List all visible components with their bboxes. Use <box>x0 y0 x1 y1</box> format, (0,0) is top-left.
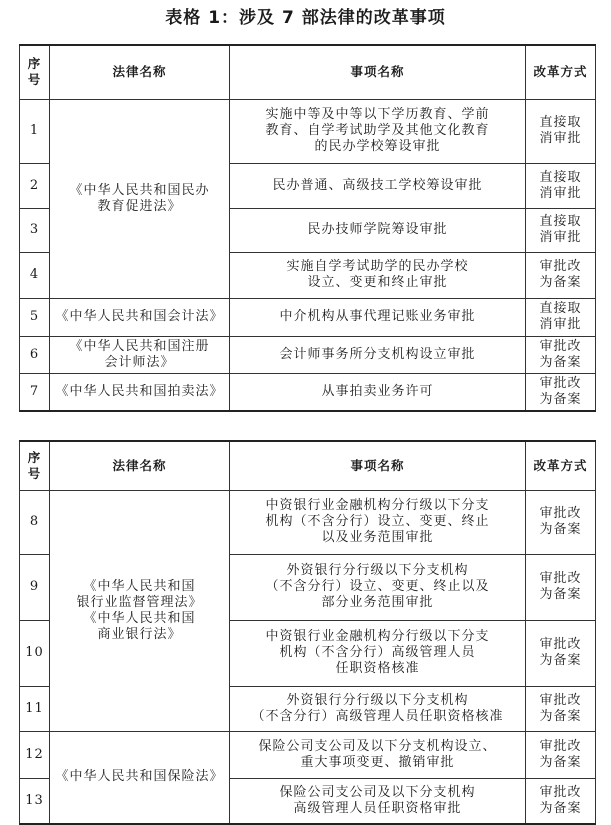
law-name: 《中华人民共和国注册 会计师法》 <box>50 336 230 373</box>
item-name: 保险公司支公司及以下分支机构设立、 重大事项变更、撤销审批 <box>230 731 526 778</box>
law-name: 《中华人民共和国 银行业监督管理法》 《中华人民共和国 商业银行法》 <box>50 490 230 731</box>
reform-mode: 直接取 消审批 <box>526 298 596 336</box>
item-name: 中资银行业金融机构分行级以下分支 机构（不含分行）设立、变更、终止 以及业务范围审批 <box>230 490 526 554</box>
row-number: 9 <box>20 554 50 620</box>
header-seq: 序 号 <box>20 441 50 490</box>
item-name: 保险公司支公司及以下分支机构 高级管理人员任职资格审批 <box>230 778 526 824</box>
item-name: 民办普通、高级技工学校筹设审批 <box>230 163 526 208</box>
item-name: 外资银行分行级以下分支机构 （不含分行）高级管理人员任职资格核准 <box>230 686 526 731</box>
reform-mode: 审批改 为备案 <box>526 778 596 824</box>
row-number: 1 <box>20 99 50 163</box>
reform-mode: 直接取 消审批 <box>526 208 596 252</box>
row-number: 3 <box>20 208 50 252</box>
row-number: 11 <box>20 686 50 731</box>
reform-table-2 <box>19 440 596 825</box>
reform-mode: 直接取 消审批 <box>526 163 596 208</box>
item-name: 外资银行分行级以下分支机构 （不含分行）设立、变更、终止以及 部分业务范围审批 <box>230 554 526 620</box>
item-name: 实施自学考试助学的民办学校 设立、变更和终止审批 <box>230 252 526 298</box>
header-mode: 改革方式 <box>526 45 596 99</box>
table-row <box>20 336 596 373</box>
header-item: 事项名称 <box>230 45 526 99</box>
reform-mode: 审批改 为备案 <box>526 554 596 620</box>
reform-mode: 审批改 为备案 <box>526 731 596 778</box>
reform-mode: 审批改 为备案 <box>526 686 596 731</box>
item-name: 会计师事务所分支机构设立审批 <box>230 336 526 373</box>
table-row <box>20 298 596 336</box>
table-row <box>20 373 596 411</box>
law-name: 《中华人民共和国保险法》 <box>50 731 230 824</box>
header-law: 法律名称 <box>50 45 230 99</box>
reform-mode: 直接取 消审批 <box>526 99 596 163</box>
table-header-row <box>20 45 596 99</box>
item-name: 中介机构从事代理记账业务审批 <box>230 298 526 336</box>
row-number: 2 <box>20 163 50 208</box>
table-row <box>20 490 596 554</box>
row-number: 5 <box>20 298 50 336</box>
row-number: 6 <box>20 336 50 373</box>
header-mode: 改革方式 <box>526 441 596 490</box>
reform-table-1 <box>19 44 596 412</box>
header-item: 事项名称 <box>230 441 526 490</box>
law-name: 《中华人民共和国拍卖法》 <box>50 373 230 411</box>
table-row <box>20 99 596 163</box>
row-number: 13 <box>20 778 50 824</box>
law-name: 《中华人民共和国民办 教育促进法》 <box>50 99 230 298</box>
row-number: 10 <box>20 620 50 686</box>
document-title: 表格 1：涉及 7 部法律的改革事项 <box>165 8 446 28</box>
item-name: 实施中等及中等以下学历教育、学前 教育、自学考试助学及其他文化教育 的民办学校筹设审批 <box>230 99 526 163</box>
law-name: 《中华人民共和国会计法》 <box>50 298 230 336</box>
row-number: 4 <box>20 252 50 298</box>
reform-mode: 审批改 为备案 <box>526 620 596 686</box>
table-row <box>20 731 596 778</box>
header-law: 法律名称 <box>50 441 230 490</box>
reform-mode: 审批改 为备案 <box>526 252 596 298</box>
reform-mode: 审批改 为备案 <box>526 373 596 411</box>
item-name: 中资银行业金融机构分行级以下分支 机构（不含分行）高级管理人员 任职资格核准 <box>230 620 526 686</box>
header-seq: 序 号 <box>20 45 50 99</box>
row-number: 8 <box>20 490 50 554</box>
row-number: 12 <box>20 731 50 778</box>
reform-mode: 审批改 为备案 <box>526 336 596 373</box>
item-name: 从事拍卖业务许可 <box>230 373 526 411</box>
row-number: 7 <box>20 373 50 411</box>
table-header-row <box>20 441 596 490</box>
reform-mode: 审批改 为备案 <box>526 490 596 554</box>
item-name: 民办技师学院筹设审批 <box>230 208 526 252</box>
